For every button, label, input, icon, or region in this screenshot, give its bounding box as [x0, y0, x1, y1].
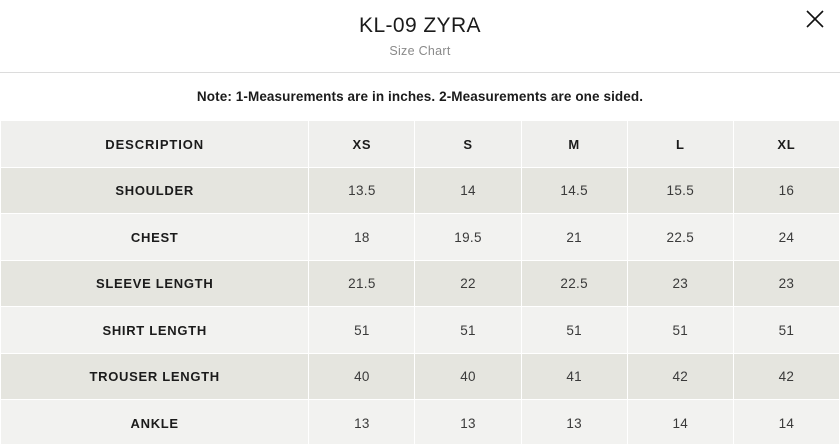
cell-value: 22.5: [521, 260, 627, 307]
cell-value: 22: [415, 260, 521, 307]
cell-value: 16: [733, 167, 839, 214]
table-row: [1, 214, 840, 261]
cell-value: 22.5: [627, 214, 733, 261]
cell-value: 14: [627, 400, 733, 444]
cell-value: 18: [309, 214, 415, 261]
row-label: SLEEVE LENGTH: [1, 260, 309, 307]
cell-value: 15.5: [627, 167, 733, 214]
table-row: [1, 167, 840, 214]
modal-subtitle: Size Chart: [389, 44, 451, 59]
cell-value: 51: [627, 307, 733, 354]
table-body: [1, 167, 840, 444]
cell-value: 23: [733, 260, 839, 307]
size-chart-table-wrap: [0, 120, 840, 444]
close-icon: [806, 10, 824, 28]
size-chart-table: [0, 120, 840, 444]
page-title: KL-09 ZYRA: [359, 14, 481, 37]
cell-value: 40: [415, 353, 521, 400]
cell-value: 40: [309, 353, 415, 400]
table-header: [1, 121, 840, 168]
cell-value: 51: [733, 307, 839, 354]
cell-value: 14: [415, 167, 521, 214]
column-header-xs: XS: [309, 121, 415, 168]
cell-value: 51: [415, 307, 521, 354]
close-button[interactable]: [802, 6, 828, 32]
table-header-row: [1, 121, 840, 168]
cell-value: 51: [309, 307, 415, 354]
column-header-l: L: [627, 121, 733, 168]
cell-value: 14.5: [521, 167, 627, 214]
column-header-s: S: [415, 121, 521, 168]
cell-value: 21.5: [309, 260, 415, 307]
cell-value: 42: [627, 353, 733, 400]
cell-value: 41: [521, 353, 627, 400]
row-label: TROUSER LENGTH: [1, 353, 309, 400]
cell-value: 14: [733, 400, 839, 444]
table-row: [1, 353, 840, 400]
row-label: ANKLE: [1, 400, 309, 444]
cell-value: 24: [733, 214, 839, 261]
cell-value: 42: [733, 353, 839, 400]
cell-value: 19.5: [415, 214, 521, 261]
column-header-m: M: [521, 121, 627, 168]
cell-value: 13: [521, 400, 627, 444]
cell-value: 21: [521, 214, 627, 261]
cell-value: 51: [521, 307, 627, 354]
table-row: [1, 260, 840, 307]
cell-value: 13: [309, 400, 415, 444]
row-label: CHEST: [1, 214, 309, 261]
column-header-xl: XL: [733, 121, 839, 168]
table-row: [1, 307, 840, 354]
measurement-note: Note: 1-Measurements are in inches. 2-Measurements are one sided.: [196, 89, 644, 105]
cell-value: 13.5: [309, 167, 415, 214]
table-row: [1, 400, 840, 444]
cell-value: 13: [415, 400, 521, 444]
row-label: SHOULDER: [1, 167, 309, 214]
modal-header: [0, 0, 840, 73]
cell-value: 23: [627, 260, 733, 307]
row-label: SHIRT LENGTH: [1, 307, 309, 354]
column-header-description: DESCRIPTION: [1, 121, 309, 168]
